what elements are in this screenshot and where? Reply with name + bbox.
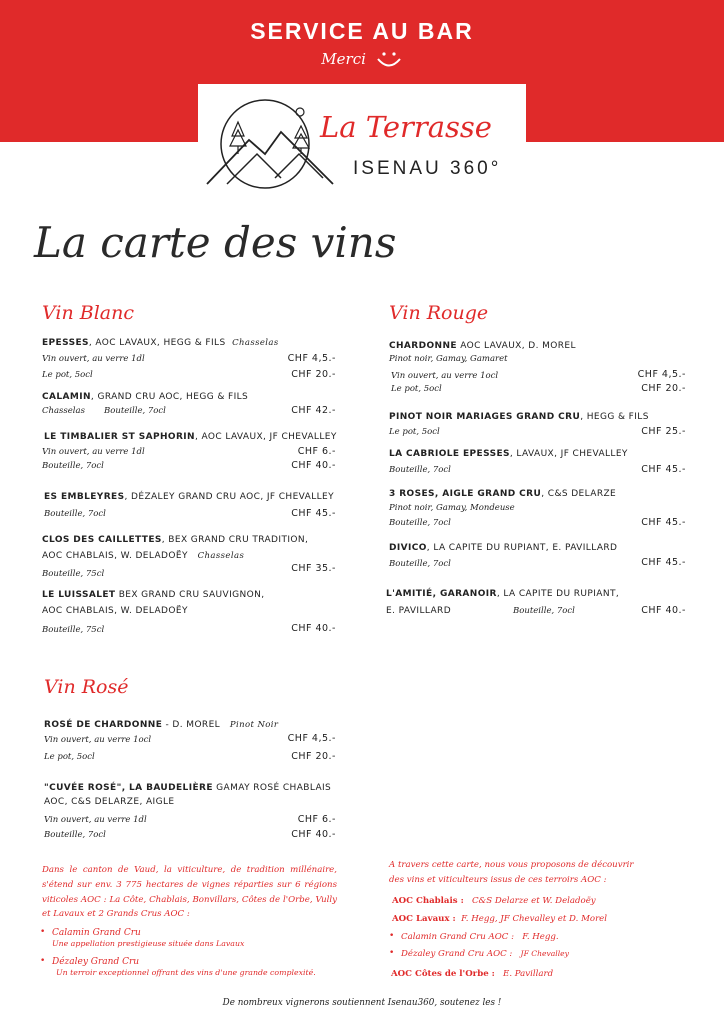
- bullet-desc: Un terroir exceptionnel offrant des vins d'une grande complexité.: [56, 968, 316, 977]
- format-label: Bouteille, 7ocl: [389, 559, 451, 569]
- wine-name-strong: "CUVÉE ROSÉ", LA BAUDELIÈRE: [44, 783, 213, 793]
- aoc-lavaux: [392, 914, 607, 924]
- wine-name: [389, 341, 576, 351]
- wine-grape: Chasselas: [42, 406, 85, 416]
- wine-name-strong: CHARDONNE: [389, 341, 457, 351]
- wine-name-strong: LA CABRIOLE EPESSES: [389, 449, 510, 459]
- format-label: Vin ouvert, au verre 1dl: [42, 447, 145, 457]
- aoc-label: AOC Chablais :: [392, 896, 464, 906]
- format-label: Vin ouvert, au verre 1ocl: [44, 735, 152, 745]
- service-title: SERVICE AU BAR: [250, 18, 474, 44]
- wine-name-line2: E. PAVILLARD: [386, 606, 452, 616]
- terroir-intro: A travers cette carte, nous vous proposons de découvrir: [389, 860, 634, 870]
- bullet-title: Calamin Grand Cru: [52, 928, 141, 938]
- price: CHF 45.-: [291, 508, 336, 519]
- price: CHF 40.-: [291, 829, 336, 840]
- format-label: Vin ouvert, au verre 1dl: [44, 815, 147, 825]
- wine-name: [42, 535, 308, 545]
- bullet-icon: •: [40, 927, 46, 937]
- price: CHF 42.-: [291, 405, 336, 416]
- price: CHF 35.-: [291, 563, 336, 574]
- wine-producer: , HEGG & FILS: [580, 412, 649, 422]
- wine-name: [42, 338, 279, 348]
- bullet-title: Dézaley Grand Cru: [52, 957, 140, 967]
- aoc-label: Calamin Grand Cru AOC :: [401, 932, 515, 942]
- wine-grape: Chasselas: [232, 338, 279, 348]
- format-label: Le pot, 5ocl: [389, 427, 440, 437]
- aoc-value: E. Pavillard: [503, 969, 554, 979]
- section-title-vin-rouge: Vin Rouge: [389, 302, 489, 324]
- terroir-intro: des vins et viticulteurs issus de ces terroirs AOC :: [389, 875, 607, 885]
- brand-subtitle: ISENAU 360°: [353, 158, 502, 179]
- format-label: Vin ouvert, au verre 1dl: [42, 354, 145, 364]
- section-title-vin-blanc: Vin Blanc: [42, 302, 134, 324]
- format-label: Bouteille, 75cl: [42, 625, 105, 635]
- wine-name-strong: LE TIMBALIER ST SAPHORIN: [44, 432, 195, 442]
- price: CHF 45.-: [641, 517, 686, 528]
- wine-name-strong: PINOT NOIR MARIAGES GRAND CRU: [389, 412, 581, 422]
- wine-grape: Pinot noir, Gamay, Gamaret: [389, 354, 508, 364]
- price: CHF 20.-: [641, 383, 686, 394]
- format-label: Bouteille, 7ocl: [389, 465, 451, 475]
- aoc-orbe: [391, 969, 553, 979]
- bullet-icon: •: [389, 931, 395, 941]
- aoc-value: F. Hegg, JF Chevalley et D. Morel: [461, 914, 608, 924]
- format-label: Bouteille, 7ocl: [42, 461, 104, 471]
- format-label: Le pot, 5ocl: [42, 370, 93, 380]
- price: CHF 4,5.-: [637, 369, 686, 380]
- wine-name: [44, 432, 337, 442]
- price: CHF 45.-: [641, 557, 686, 568]
- wine-name: [44, 720, 278, 730]
- aoc-dezaley: [401, 949, 569, 959]
- wine-name: [42, 392, 248, 402]
- wine-producer: , LAVAUX, JF CHEVALLEY: [509, 449, 628, 459]
- wine-name: [44, 492, 334, 502]
- format-label: Le pot, 5ocl: [391, 384, 442, 394]
- wine-producer: , DÉZALEY GRAND CRU AOC, JF CHEVALLEY: [124, 492, 335, 502]
- price: CHF 40.-: [291, 460, 336, 471]
- wine-name-line2: AOC CHABLAIS, W. DELADOËY: [42, 606, 188, 616]
- bullet-desc: Une appellation prestigieuse située dans Lavaux: [52, 939, 245, 948]
- aoc-label: Dézaley Grand Cru AOC :: [401, 949, 513, 959]
- section-title-vin-rose: Vin Rosé: [44, 676, 129, 698]
- format-label: Bouteille, 7ocl: [44, 509, 106, 519]
- aoc-calamin: [401, 932, 559, 942]
- wine-name: [42, 590, 265, 600]
- wine-producer: , BEX GRAND CRU TRADITION,: [161, 535, 309, 545]
- wine-producer: - D. MOREL: [162, 720, 221, 730]
- format-label: Bouteille, 75cl: [42, 569, 105, 579]
- wine-grape: Pinot noir, Gamay, Mondeuse: [389, 503, 515, 513]
- wine-producer: BEX GRAND CRU SAUVIGNON,: [115, 590, 265, 600]
- aoc-value: JF Chevalley: [520, 949, 569, 958]
- vaud-description: Dans le canton de Vaud, la viticulture, de tradition millénaire, s'étend sur env. 3 775 hectares de vignes réparties sur 6 régions viticoles AOC : La Côte, Chablais, Bonvillars, Côtes de l'Orbe, Vully et Lavaux et 2 Grands Crus AOC :: [42, 865, 337, 920]
- price: CHF 6.-: [297, 446, 336, 457]
- wine-name: [389, 489, 616, 499]
- aoc-value: C&S Delarze et W. Deladoëy: [471, 896, 596, 906]
- aoc-label: AOC Côtes de l'Orbe :: [391, 969, 495, 979]
- page-title: La carte des vins: [34, 218, 397, 267]
- wine-producer: , AOC LAVAUX, HEGG & FILS: [88, 338, 226, 348]
- wine-name: [389, 543, 617, 553]
- wine-name-strong: CALAMIN: [42, 392, 91, 402]
- wine-name-line2: AOC, C&S DELARZE, AIGLE: [44, 797, 175, 807]
- wine-name-strong: CLOS DES CAILLETTES: [42, 535, 162, 545]
- wine-name-strong: DIVICO: [389, 543, 427, 553]
- price: CHF 40.-: [291, 623, 336, 634]
- format-label: Bouteille, 7ocl: [44, 830, 106, 840]
- wine-name-line2: [42, 551, 244, 561]
- price: CHF 45.-: [641, 464, 686, 475]
- mountain-logo-icon: [205, 92, 337, 192]
- price: CHF 25.-: [641, 426, 686, 437]
- merci-label: Merci: [321, 50, 366, 68]
- price: CHF 4,5.-: [287, 733, 336, 744]
- aoc-label: AOC Lavaux :: [392, 914, 456, 924]
- price: CHF 20.-: [291, 369, 336, 380]
- wine-grape: Pinot Noir: [229, 720, 279, 730]
- price: CHF 40.-: [641, 605, 686, 616]
- aoc-chablais: [392, 896, 596, 906]
- wine-producer: , GRAND CRU AOC, HEGG & FILS: [90, 392, 249, 402]
- bullet-icon: •: [389, 948, 395, 958]
- wine-producer: , LA CAPITE DU RUPIANT, E. PAVILLARD: [426, 543, 618, 553]
- smiley-icon: [375, 50, 403, 70]
- merci-text: [0, 50, 724, 70]
- wine-name-strong: ROSÉ DE CHARDONNE: [44, 720, 163, 730]
- wine-name: [44, 783, 331, 793]
- bullet-icon: •: [40, 956, 46, 966]
- aoc-value: F. Hegg.: [522, 932, 559, 942]
- price: CHF 6.-: [297, 814, 336, 825]
- format-label: Le pot, 5ocl: [44, 752, 95, 762]
- wine-producer: , AOC LAVAUX, JF CHEVALLEY: [194, 432, 337, 442]
- wine-producer: AOC CHABLAIS, W. DELADOËY: [42, 551, 188, 561]
- wine-name-strong: EPESSES: [42, 338, 89, 348]
- wine-producer: AOC LAVAUX, D. MOREL: [456, 341, 576, 351]
- wine-name-strong: ES EMBLEYRES: [44, 492, 125, 502]
- wine-name: [386, 589, 619, 599]
- wine-name-strong: 3 ROSES, AIGLE GRAND CRU: [389, 489, 542, 499]
- format-label: Bouteille, 7ocl: [104, 406, 166, 416]
- wine-producer: , LA CAPITE DU RUPIANT,: [496, 589, 620, 599]
- wine-name-strong: LE LUISSALET: [42, 590, 116, 600]
- price: CHF 20.-: [291, 751, 336, 762]
- wine-name: [389, 449, 628, 459]
- brand-name: La Terrasse: [320, 110, 492, 144]
- wine-producer: , C&S DELARZE: [541, 489, 617, 499]
- wine-name: [389, 412, 649, 422]
- price: CHF 4,5.-: [287, 353, 336, 364]
- format-label: Bouteille, 7ocl: [389, 518, 451, 528]
- footer-text: De nombreux vignerons soutiennent Isenau360, soutenez les !: [222, 998, 502, 1008]
- format-label: Bouteille, 7ocl: [513, 606, 575, 616]
- format-label: Vin ouvert, au verre 1ocl: [391, 371, 499, 381]
- wine-name-strong: L'AMITIÉ, GARANOIR: [386, 589, 497, 599]
- wine-producer: GAMAY ROSÉ CHABLAIS: [212, 783, 332, 793]
- wine-grape: Chasselas: [197, 551, 245, 561]
